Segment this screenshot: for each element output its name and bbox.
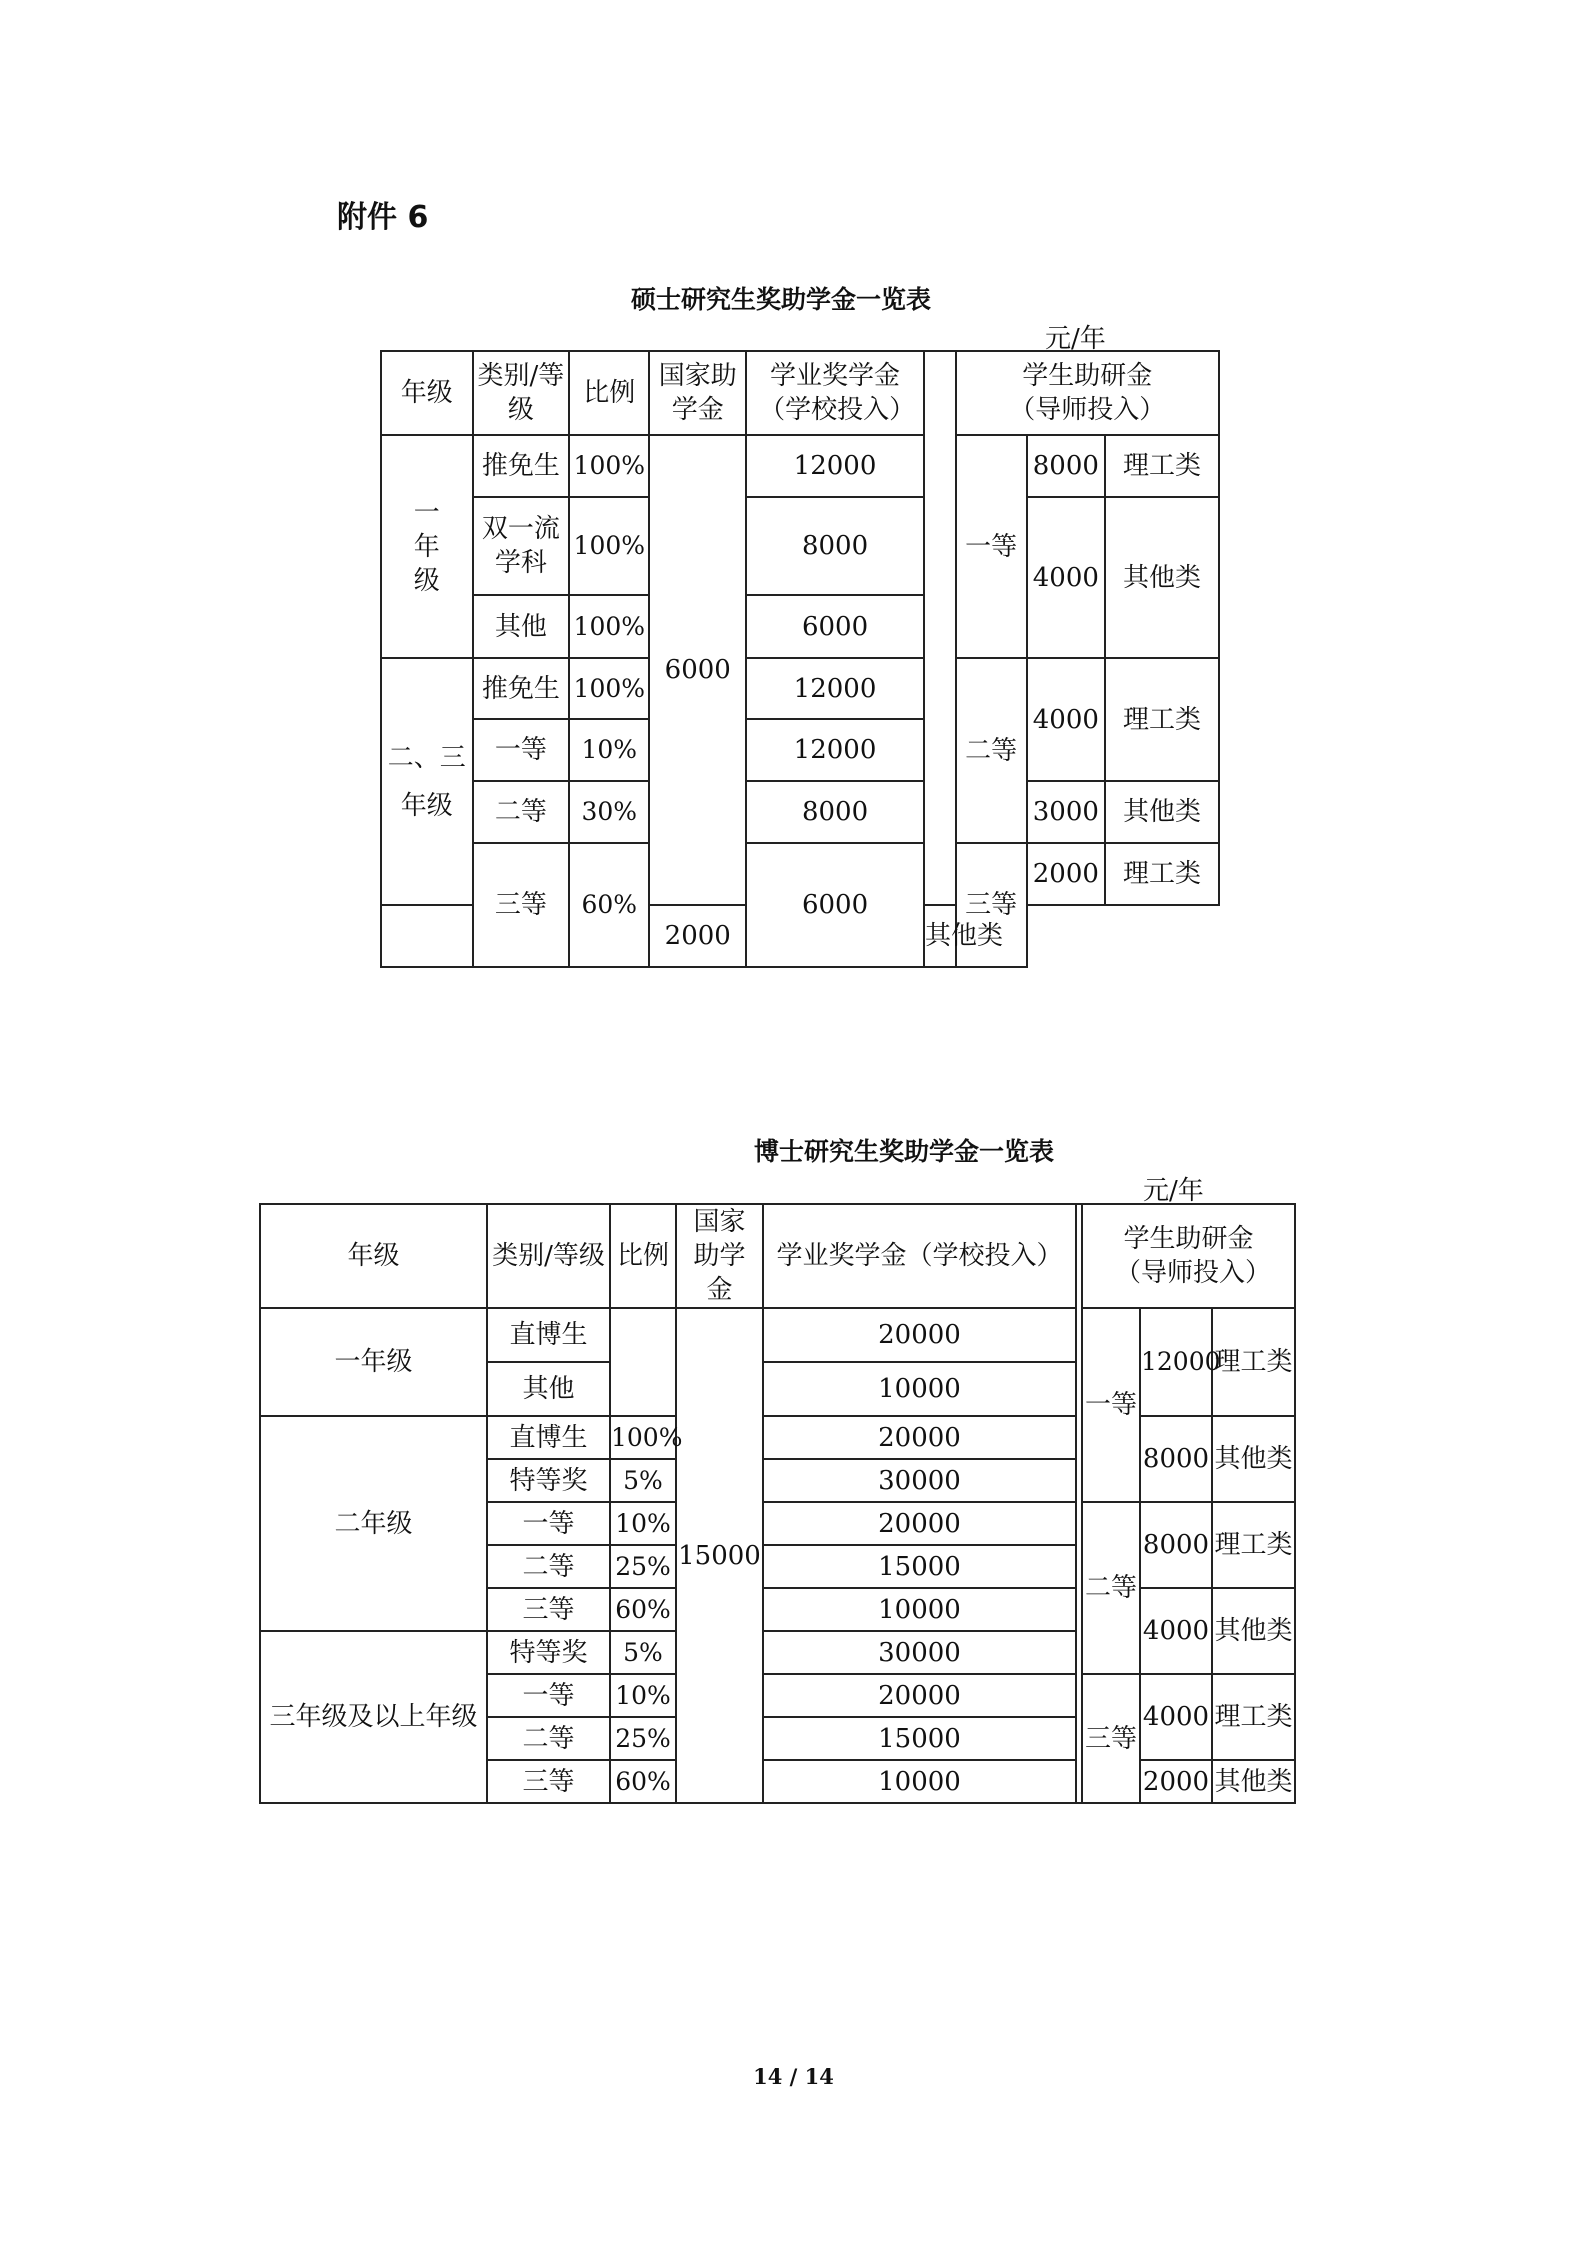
grade-third-year-and-above: 三年级及以上年级: [260, 1631, 487, 1803]
ratio-cell: 5%: [610, 1631, 676, 1674]
assistant-amount-cell: 4000: [1027, 497, 1105, 658]
ratio-cell: 100%: [569, 595, 649, 658]
header-grade: 年级: [381, 351, 473, 435]
academic-amount-cell: 10000: [763, 1760, 1076, 1803]
assistant-level-2: 二等: [956, 658, 1027, 843]
assistant-type-cell: 其他类: [1212, 1588, 1295, 1674]
national-grant-amount: 15000: [676, 1308, 763, 1803]
assistant-amount-cell: 2000: [1140, 1760, 1212, 1803]
attachment-label: 附件 6: [337, 200, 429, 235]
assistant-amount-cell: 2000: [1027, 843, 1105, 905]
category-cell: 特等奖: [487, 1631, 610, 1674]
assistant-level-3: 三等: [1082, 1674, 1140, 1803]
page-number: 14 / 14: [753, 2064, 834, 2089]
category-cell: 其他: [473, 595, 570, 658]
doctoral-table-title: 博士研究生奖助学金一览表: [754, 1137, 1055, 1166]
category-cell: 三等: [487, 1760, 610, 1803]
academic-amount-cell: 20000: [763, 1416, 1076, 1459]
academic-amount-cell: 15000: [763, 1545, 1076, 1588]
academic-amount-cell: 10000: [763, 1588, 1076, 1631]
ratio-cell: 25%: [610, 1545, 676, 1588]
assistant-type-cell: 其他类: [1212, 1416, 1295, 1502]
assistant-amount-cell: 12000: [1140, 1308, 1212, 1416]
category-cell: 其他: [487, 1362, 610, 1416]
assistant-amount-cell: 4000: [1140, 1588, 1212, 1674]
academic-amount-cell: 10000: [763, 1362, 1076, 1416]
assistant-type-cell: 理工类: [1212, 1308, 1295, 1416]
category-cell: 一等: [473, 719, 570, 781]
ratio-cell: 5%: [610, 1459, 676, 1502]
academic-amount-cell: 8000: [746, 781, 924, 843]
category-cell: 特等奖: [487, 1459, 610, 1502]
ratio-cell: 10%: [610, 1674, 676, 1717]
ratio-cell: 60%: [610, 1760, 676, 1803]
category-cell: 三等: [473, 843, 570, 967]
ratio-cell: 60%: [569, 843, 649, 967]
header-ratio: 比例: [610, 1204, 676, 1308]
category-cell: 双一流学科: [473, 497, 570, 595]
assistant-amount-cell: 8000: [1140, 1416, 1212, 1502]
ratio-cell: 25%: [610, 1717, 676, 1760]
category-cell: 三等: [487, 1588, 610, 1631]
category-cell: 直博生: [487, 1416, 610, 1459]
assistant-level-1: 一等: [956, 435, 1027, 658]
column-gap: [924, 351, 956, 905]
category-cell: 直博生: [487, 1308, 610, 1362]
header-category: 类别/等级: [473, 351, 570, 435]
assistant-level-2: 二等: [1082, 1502, 1140, 1674]
category-cell: 二等: [487, 1545, 610, 1588]
category-cell: 一等: [487, 1674, 610, 1717]
academic-amount-cell: 20000: [763, 1502, 1076, 1545]
header-research-assistantship: 学生助研金（导师投入）: [1082, 1204, 1295, 1308]
grade-second-year: 二年级: [260, 1416, 487, 1631]
assistant-amount-cell: 8000: [1027, 435, 1105, 497]
assistant-type-cell: 其他类: [924, 905, 956, 967]
header-grade: 年级: [260, 1204, 487, 1308]
ratio-cell: 100%: [569, 658, 649, 719]
header-research-assistantship: 学生助研金（导师投入）: [956, 351, 1219, 435]
assistant-level-1: 一等: [1082, 1308, 1140, 1502]
assistant-type-cell: 理工类: [1212, 1502, 1295, 1588]
assistant-type-cell: 理工类: [1105, 843, 1219, 905]
category-cell: 二等: [473, 781, 570, 843]
academic-amount-cell: 30000: [763, 1631, 1076, 1674]
category-cell: 推免生: [473, 658, 570, 719]
doctoral-scholarship-table: [259, 1203, 1296, 1804]
academic-amount-cell: 30000: [763, 1459, 1076, 1502]
ratio-cell: 100%: [569, 497, 649, 595]
grade-first-year: 一年级: [260, 1308, 487, 1416]
assistant-type-cell: 理工类: [1212, 1674, 1295, 1760]
academic-amount-cell: 6000: [746, 595, 924, 658]
academic-amount-cell: 20000: [763, 1308, 1076, 1362]
header-category: 类别/等级: [487, 1204, 610, 1308]
ratio-cell: 100%: [569, 435, 649, 497]
category-cell: 一等: [487, 1502, 610, 1545]
assistant-amount-cell: 2000: [649, 905, 746, 967]
grade-first-year: 一年级: [381, 435, 473, 658]
masters-scholarship-table: [380, 350, 1220, 968]
academic-amount-cell: 12000: [746, 658, 924, 719]
assistant-amount-cell: 4000: [1027, 658, 1105, 781]
category-cell: 推免生: [473, 435, 570, 497]
ratio-cell: 10%: [610, 1502, 676, 1545]
header-academic-scholarship: 学业奖学金（学校投入）: [746, 351, 924, 435]
assistant-type-cell: 其他类: [1105, 781, 1219, 843]
header-academic-scholarship: 学业奖学金（学校投入）: [763, 1204, 1076, 1308]
assistant-type-cell: 其他类: [1105, 497, 1219, 658]
grade-second-third-year: 二、三年级: [381, 658, 473, 905]
doctoral-unit-label: 元/年: [1143, 1176, 1204, 1206]
academic-amount-cell: 8000: [746, 497, 924, 595]
masters-unit-label: 元/年: [1045, 324, 1106, 354]
academic-amount-cell: 12000: [746, 719, 924, 781]
national-grant-amount: 6000: [649, 435, 746, 905]
assistant-type-cell: 理工类: [1105, 435, 1219, 497]
ratio-cell: 10%: [569, 719, 649, 781]
assistant-type-cell: 理工类: [1105, 658, 1219, 781]
column-gap: [381, 905, 473, 967]
assistant-level-3: 三等: [956, 843, 1027, 967]
assistant-amount-cell: 3000: [1027, 781, 1105, 843]
header-national-grant: 国家助学金: [649, 351, 746, 435]
assistant-amount-cell: 8000: [1140, 1502, 1212, 1588]
ratio-cell: 100%: [610, 1416, 676, 1459]
ratio-cell: 30%: [569, 781, 649, 843]
header-ratio: 比例: [569, 351, 649, 435]
academic-amount-cell: 6000: [746, 843, 924, 967]
masters-table-title: 硕士研究生奖助学金一览表: [631, 285, 932, 314]
academic-amount-cell: 20000: [763, 1674, 1076, 1717]
assistant-type-cell: 其他类: [1212, 1760, 1295, 1803]
assistant-amount-cell: 4000: [1140, 1674, 1212, 1760]
ratio-cell: 60%: [610, 1588, 676, 1631]
ratio-cell-empty: [610, 1308, 676, 1416]
academic-amount-cell: 15000: [763, 1717, 1076, 1760]
academic-amount-cell: 12000: [746, 435, 924, 497]
header-national-grant: 国家助学金: [676, 1204, 763, 1308]
category-cell: 二等: [487, 1717, 610, 1760]
